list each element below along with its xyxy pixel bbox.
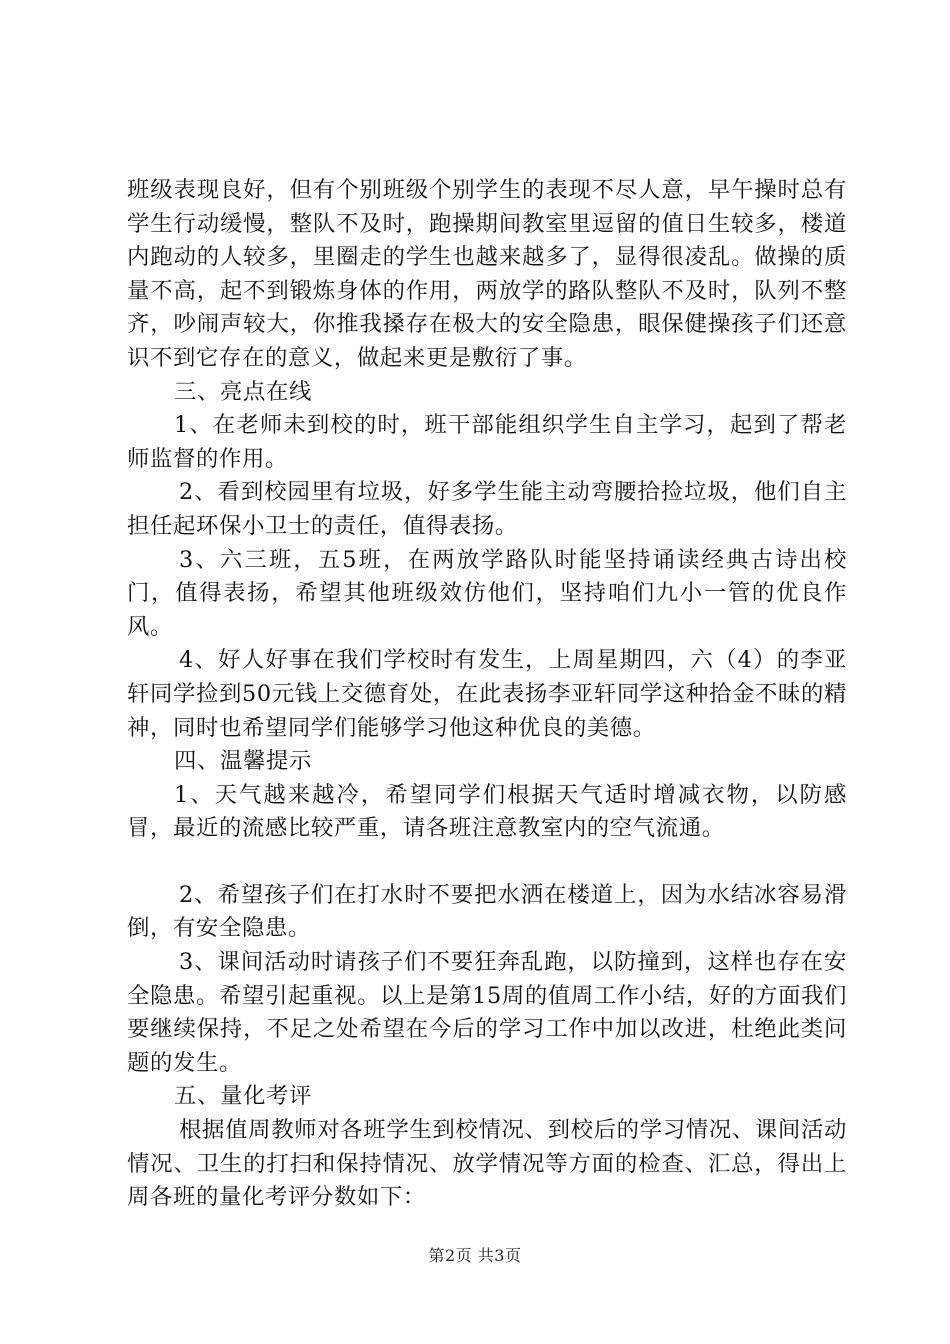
blank-line [127,846,847,879]
reminder-item-3: 3、课间活动时请孩子们不要狂奔乱跑，以防撞到，这样也存在安全隐患。希望引起重视。以上是第15周的值周工作小结，好的方面我们要继续保持，不足之处希望在今后的学习工作中加以改进，杜绝此类问题的发生。 [127,949,847,1076]
evaluation-paragraph: 根据值周教师对各班学生到校情况、到校后的学习情况、课间活动情况、卫生的打扫和保持情况、放学情况等方面的检查、汇总，得出上周各班的量化考评分数如下： [127,1117,847,1211]
reminder-item-1: 1、天气越来越冷，希望同学们根据天气适时增减衣物，以防感冒，最近的流感比较严重，请各班注意教室内的空气流通。 [127,781,847,842]
paragraph-class-performance: 班级表现良好，但有个别班级个别学生的表现不尽人意，早午操时总有学生行动缓慢，整队不及时，跑操期间教室里逗留的值日生较多，楼道内跑动的人较多，里圈走的学生也越来越多了，显得很凌乱。做操的质量不高，起不到锻炼身体的作用，两放学的路队整队不及时，队列不整齐，吵闹声较大，你推我搡存在极大的安全隐患，眼保健操孩子们还意识不到它存在的意义，做起来更是敷衍了事。 [127,177,847,371]
highlight-item-1: 1、在老师未到校的时，班干部能组织学生自主学习，起到了帮老师监督的作用。 [127,412,847,472]
page-number-footer: 第2页 共3页 [428,1246,522,1265]
document-body [127,174,847,1215]
highlight-item-3: 3、六三班，五5班，在两放学路队时能坚持诵读经典古诗出校门，值得表扬，希望其他班级效仿他们，坚持咱们九小一管的优良作风。 [127,546,847,640]
section-heading-reminders: 四、温馨提示 [174,748,312,775]
section-heading-highlights: 三、亮点在线 [174,378,312,405]
highlight-item-4: 4、好人好事在我们学校时有发生，上周星期四，六（4）的李亚轩同学捡到50元钱上交德育处，在此表扬李亚轩同学这种拾金不昧的精神，同时也希望同学们能够学习他这种优良的美德。 [127,647,847,741]
reminder-item-2: 2、希望孩子们在打水时不要把水洒在楼道上，因为水结冰容易滑倒，有安全隐患。 [127,881,847,942]
section-heading-evaluation: 五、量化考评 [174,1083,312,1110]
highlight-item-2: 2、看到校园里有垃圾，好多学生能主动弯腰拾捡垃圾，他们自主担任起环保小卫士的责任，值得表扬。 [127,479,847,539]
